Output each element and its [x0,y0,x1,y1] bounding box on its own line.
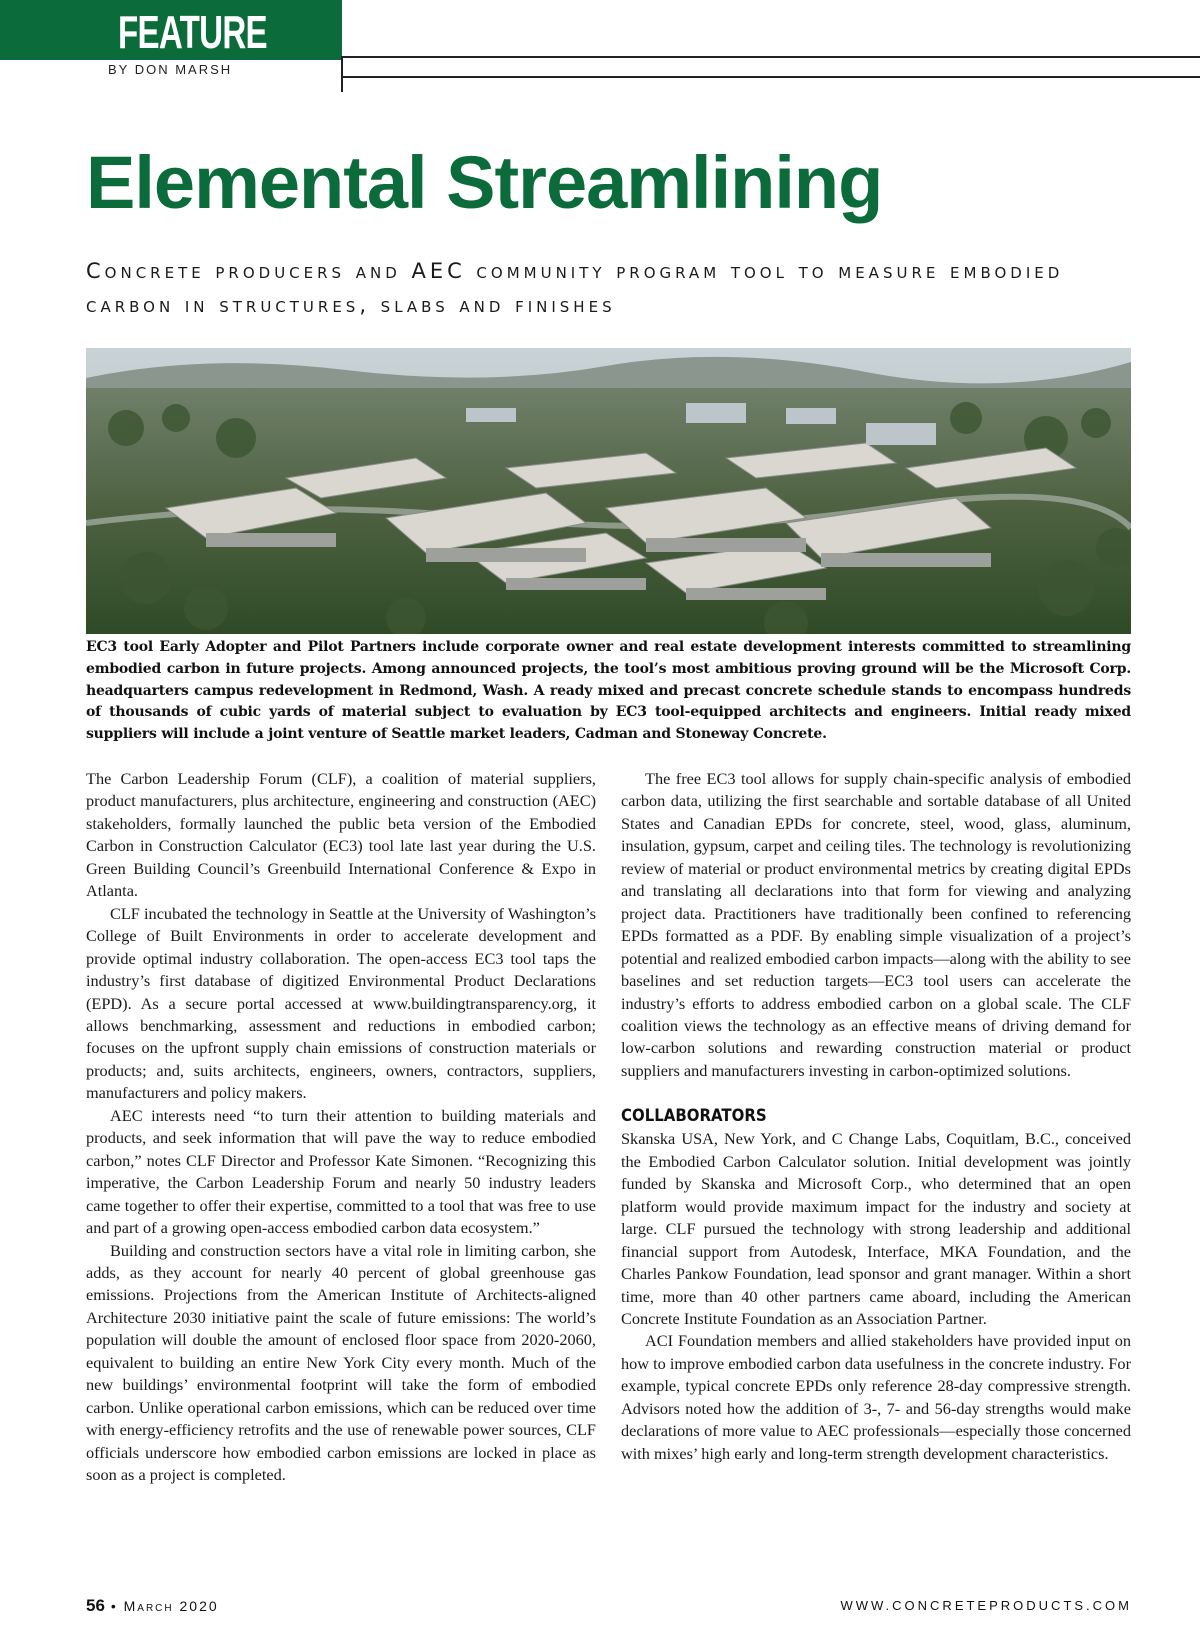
photo-caption: EC3 tool Early Adopter and Pilot Partners include corporate owner and real estate development interests committed to streamlining embodied carbon in future projects. Among announced projects, the tool’s most ambitious proving ground will be the Microsoft Corp. headquarters campus redevelopment in Redmond, Wash. A ready mixed and precast concrete schedule stands to encompass hundreds of thousands of cubic yards of material subject to evaluation by EC3 tool-equipped architects and engineers. Initial ready mixed suppliers will include a joint venture of Seattle market leaders, Cadman and Stoneway Concrete. [86,639,1131,743]
paragraph: AEC interests need “to turn their attention to building materials and products, and seek information that will pave the way to reduce embodied carbon,” notes CLF Director and Professor Kate Simonen. “Recognizing this imperative, the Carbon Leadership Forum and nearly 50 industry leaders came together to offer their expertise, committed to a tool that was free to use and part of a growing open-access embodied carbon data ecosystem.” [86,1105,596,1238]
footer-separator: • [110,1598,118,1614]
paragraph: CLF incubated the technology in Seattle at the University of Washington’s College of Built Environments in order to accelerate development and provide optimal industry collaboration. The open-access EC3 tool taps the industry’s first database of digitized Environmental Product Declarations (EPD). As a secure portal accessed at www.buildingtransparency.org, it allows benchmarking, assessment and reductions in embodied carbon; focuses on the upfront supply chain emissions of construction materials or products; and, suits architects, engineers, owners, contractors, suppliers, manufacturers and policy makers. [86,903,596,1103]
header-divider [341,56,343,92]
section-label: FEATURE [118,6,267,58]
paragraph: The Carbon Leadership Forum (CLF), a coalition of material suppliers, product manufacturers, plus architecture, engineering and construction (AEC) stakeholders, formally launched the public beta version of the Embodied Carbon in Construction Calculator (EC3) tool late last year during the U.S. Green Building Council’s Greenbuild International Conference & Expo in Atlanta. [86,769,596,901]
website-link[interactable]: WWW.CONCRETEPRODUCTS.COM [840,1598,1132,1613]
paragraph: Building and construction sectors have a vital role in limiting carbon, she adds, as they account for nearly 40 percent of global greenhouse gas emissions. Projections from the American Institute of Architects-aligned Architecture 2030 initiative paint the scale of future emissions: The world’s population will double the amount of enclosed floor space from 2020-2060, equivalent to building an entire New York City every month. Much of the new buildings’ environmental footprint will take the form of embodied carbon. Unlike operational carbon emissions, which can be reduced over time with energy-efficiency retrofits and the use of renewable power sources, CLF officials underscore how embodied carbon emissions are locked in place as soon as a project is completed. [86,1240,596,1485]
issue-date: March 2020 [123,1598,219,1614]
paragraph: The free EC3 tool allows for supply chain-specific analysis of embodied carbon data, utilizing the first searchable and sortable database of all United States and Canadian EPDs for concrete, steel, wood, glass, aluminum, insulation, gypsum, carpet and ceiling tiles. The technology is revolutionizing review of material or product environmental metrics by creating digital EPDs and translating all declarations into that form for viewing and analyzing project data. Practitioners have traditionally been confined to referencing EPDs formatted as a PDF. By enabling simple visualization of a project’s potential and realized embodied carbon impacts—along with the ability to see baselines and set reduction targets—EC3 tool users can accelerate the industry’s efforts to address embodied carbon on a global scale. The CLF coalition views the technology as an effective means of driving demand for low-carbon solutions and rewarding construction material or product suppliers and manufacturers investing in carbon-optimized solutions. [621,769,1131,1080]
paragraph: Skanska USA, New York, and C Change Labs, Coquitlam, B.C., conceived the Embodied Carbon Calculator solution. Initial development was jointly funded by Skanska and Microsoft Corp., who determined that an open platform would provide maximum impact for the industry and society at large. CLF pursued the technology with strong leadership and additional financial support from Autodesk, Interface, MKA Foundation, and the Charles Pankow Foundation, lead sponsor and grant manager. Within a short time, more than 40 other partners came aboard, including the American Concrete Institute Foundation as an Association Partner. [621,1129,1131,1328]
section-heading: COLLABORATORS [621,1106,767,1127]
header-rule [342,76,1200,78]
page-footer-left [86,1596,219,1616]
article-column-left [86,768,596,1487]
section-banner [0,0,342,60]
byline: BY DON MARSH [108,62,233,77]
article-subtitle: Concrete producers and AEC community program tool to measure embodied carbon in structures, slabs and finishes [86,259,1064,317]
page-number: 56 [86,1596,105,1615]
campus-aerial-photo [86,348,1131,634]
article-column-right [621,768,1131,1465]
article-title: Elemental Streamlining [86,141,883,224]
header-rule [342,56,1200,58]
paragraph: ACI Foundation members and allied stakeholders have provided input on how to improve embodied carbon data usefulness in the concrete industry. For example, typical concrete EPDs only reference 28-day compressive strength. Advisors noted how the addition of 3-, 7- and 56-day strengths would make declarations of more value to AEC professionals—especially those concerned with mixes’ high early and long-term strength development characteristics. [621,1331,1131,1463]
